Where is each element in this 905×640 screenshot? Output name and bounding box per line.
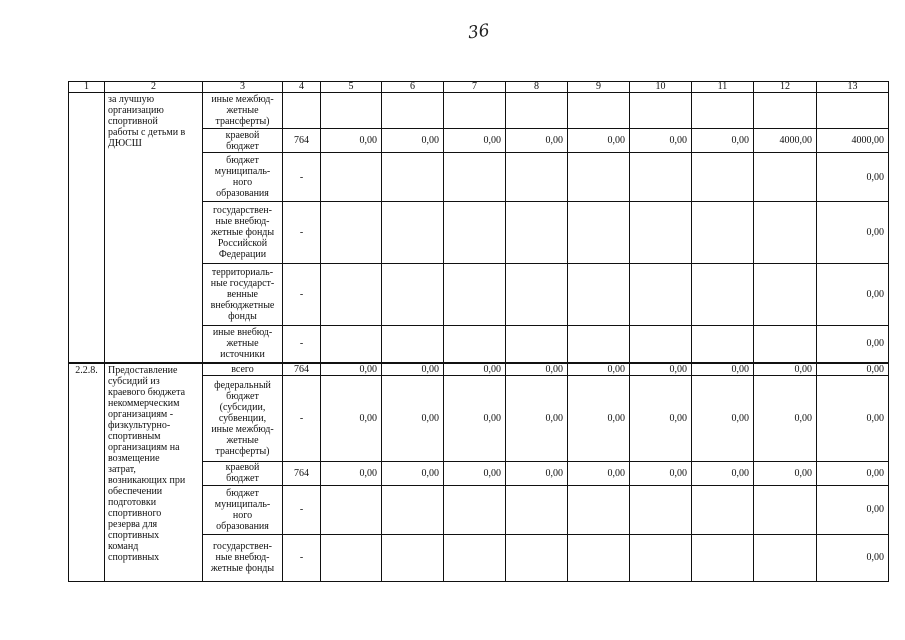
value-col-12 [754, 93, 817, 129]
value-col-10: 0,00 [630, 129, 692, 153]
value-col-10 [630, 153, 692, 202]
budget-code: - [283, 485, 321, 534]
budget-code: - [283, 375, 321, 461]
funding-source-line: жетные фонды [210, 563, 275, 574]
measure-name-line: резерва для [108, 518, 158, 530]
value-col-7 [444, 153, 506, 202]
measure-name-line: спортивным [108, 430, 161, 442]
funding-source-line: иные межбюд- [211, 94, 274, 105]
value-col-13: 0,00 [817, 534, 889, 581]
value-col-10 [630, 534, 692, 581]
column-header-6: 6 [382, 82, 444, 93]
measure-name-line: команд [108, 540, 139, 552]
value-col-6: 0,00 [382, 129, 444, 153]
value-col-12 [754, 264, 817, 326]
table-body [69, 82, 889, 582]
value-col-13: 0,00 [817, 326, 889, 363]
value-col-11 [692, 93, 754, 129]
value-col-12: 0,00 [754, 461, 817, 485]
value-col-13: 0,00 [817, 485, 889, 534]
value-col-8: 0,00 [506, 461, 568, 485]
value-col-13: 0,00 [817, 363, 889, 376]
value-col-12: 4000,00 [754, 129, 817, 153]
budget-code: - [283, 264, 321, 326]
value-col-9 [568, 202, 630, 264]
value-col-5 [321, 202, 382, 264]
funding-source-line: ного [232, 177, 253, 188]
funding-source-line: венные [227, 289, 258, 300]
funding-source-line: ные государст- [210, 278, 275, 289]
value-col-12 [754, 153, 817, 202]
value-col-8 [506, 326, 568, 363]
value-col-9 [568, 326, 630, 363]
funding-source-line: жетные [226, 434, 259, 446]
budget-code: 764 [283, 363, 321, 376]
funding-source [203, 202, 283, 264]
funding-source-line: ные внебюд- [215, 552, 270, 563]
value-col-9: 0,00 [568, 461, 630, 485]
measure-name-line: спортивных [108, 529, 160, 541]
measure-name-line: организацию [108, 105, 164, 116]
budget-code: - [283, 534, 321, 581]
funding-source [203, 264, 283, 326]
value-col-10 [630, 264, 692, 326]
funding-source-line: иные внебюд- [212, 327, 273, 339]
value-col-13: 0,00 [817, 375, 889, 461]
value-col-9 [568, 264, 630, 326]
value-col-8 [506, 485, 568, 534]
row-index [69, 93, 105, 363]
measure-name-line: организациям на [108, 441, 180, 453]
value-col-8: 0,00 [506, 129, 568, 153]
value-col-11: 0,00 [692, 375, 754, 461]
value-col-5: 0,00 [321, 461, 382, 485]
funding-source-line: ного [232, 509, 253, 521]
value-col-6 [382, 153, 444, 202]
value-col-12: 0,00 [754, 363, 817, 376]
value-col-7: 0,00 [444, 461, 506, 485]
value-col-13: 0,00 [817, 264, 889, 326]
value-col-13: 4000,00 [817, 129, 889, 153]
value-col-7: 0,00 [444, 375, 506, 461]
funding-source-line: жетные фонды [210, 227, 275, 238]
value-col-5 [321, 326, 382, 363]
value-col-8 [506, 534, 568, 581]
column-header-10: 10 [630, 82, 692, 93]
value-col-8 [506, 93, 568, 129]
funding-source-line: образования [216, 188, 269, 199]
measure-name-line: Предоставление [108, 364, 178, 376]
measure-name-line: возникающих при [108, 474, 186, 486]
funding-source-line: краевой [225, 462, 260, 473]
value-col-5: 0,00 [321, 375, 382, 461]
value-col-6 [382, 326, 444, 363]
funding-source [203, 326, 283, 363]
measure-name-line: возмещение [108, 452, 160, 464]
funding-source [203, 153, 283, 202]
value-col-12 [754, 326, 817, 363]
value-col-7 [444, 264, 506, 326]
value-col-12 [754, 202, 817, 264]
value-col-11 [692, 326, 754, 363]
header-row [69, 82, 889, 93]
funding-source-line: всего [231, 363, 254, 375]
column-header-9: 9 [568, 82, 630, 93]
measure-name-line: спортивного [108, 507, 162, 519]
column-header-12: 12 [754, 82, 817, 93]
funding-source [203, 129, 283, 153]
value-col-5 [321, 153, 382, 202]
column-header-11: 11 [692, 82, 754, 93]
funding-source-line: (субсидии, [219, 401, 266, 413]
budget-code [283, 93, 321, 129]
funding-source [203, 93, 283, 129]
value-col-5 [321, 264, 382, 326]
value-col-9: 0,00 [568, 129, 630, 153]
value-col-8 [506, 153, 568, 202]
column-header-3: 3 [203, 82, 283, 93]
funding-source-line: муниципаль- [214, 498, 271, 510]
measure-name-line: спортивной [108, 116, 158, 127]
measure-name [105, 93, 203, 363]
value-col-10: 0,00 [630, 461, 692, 485]
funding-source [203, 375, 283, 461]
measure-name-line: подготовки [108, 496, 157, 508]
funding-source-line: государствен- [213, 205, 272, 216]
column-header-13: 13 [817, 82, 889, 93]
value-col-11 [692, 485, 754, 534]
funding-source [203, 461, 283, 485]
value-col-6 [382, 534, 444, 581]
value-col-9 [568, 534, 630, 581]
funding-source [203, 363, 283, 376]
value-col-9 [568, 153, 630, 202]
measure-name-line: затрат, [108, 463, 136, 475]
budget-code: 764 [283, 461, 321, 485]
value-col-11 [692, 153, 754, 202]
funding-source-line: бюджет [226, 390, 259, 402]
value-col-11 [692, 534, 754, 581]
value-col-10: 0,00 [630, 375, 692, 461]
funding-source-line: образования [216, 520, 269, 532]
funding-source-line: источники [220, 349, 265, 361]
page-number: 36 [466, 20, 491, 44]
value-col-5: 0,00 [321, 363, 382, 376]
value-col-13: 0,00 [817, 461, 889, 485]
value-col-6: 0,00 [382, 461, 444, 485]
funding-source-line: трансферты) [215, 116, 270, 127]
budget-code: 764 [283, 129, 321, 153]
value-col-7: 0,00 [444, 363, 506, 376]
funding-source [203, 485, 283, 534]
funding-source-line: федеральный [214, 379, 271, 391]
funding-source-line: трансферты) [215, 445, 270, 457]
funding-source-line: бюджет [226, 155, 259, 166]
column-header-4: 4 [283, 82, 321, 93]
measure-name [105, 363, 203, 582]
value-col-7: 0,00 [444, 129, 506, 153]
value-col-7 [444, 93, 506, 129]
funding-source-line: жетные [226, 338, 259, 350]
value-col-8: 0,00 [506, 363, 568, 376]
measure-name-line: физкультурно- [108, 419, 171, 431]
funding-source-line: Российской [217, 238, 268, 249]
column-header-5: 5 [321, 82, 382, 93]
value-col-13: 0,00 [817, 153, 889, 202]
measure-name-line: некоммерческим [108, 397, 180, 409]
value-col-9: 0,00 [568, 375, 630, 461]
value-col-7 [444, 485, 506, 534]
budget-code: - [283, 202, 321, 264]
value-col-5 [321, 485, 382, 534]
value-col-10 [630, 93, 692, 129]
measure-name-line: обеспечении [108, 485, 163, 497]
funding-source-line: бюджет [226, 487, 259, 499]
measure-name-line: организациям - [108, 408, 174, 420]
value-col-8 [506, 202, 568, 264]
value-col-6 [382, 264, 444, 326]
funding-source-line: бюджет [226, 140, 259, 152]
funding-source [203, 534, 283, 581]
value-col-10: 0,00 [630, 363, 692, 376]
measure-name-line: краевого бюджета [108, 386, 186, 398]
funding-source-line: территориаль- [211, 267, 274, 278]
value-col-11: 0,00 [692, 461, 754, 485]
value-col-6: 0,00 [382, 375, 444, 461]
funding-source-line: краевой [225, 129, 260, 141]
funding-source-line: государствен- [213, 541, 272, 552]
budget-table [68, 81, 889, 582]
value-col-5 [321, 534, 382, 581]
funding-source-line: Федерации [218, 249, 267, 260]
value-col-12 [754, 534, 817, 581]
column-header-2: 2 [105, 82, 203, 93]
value-col-10 [630, 326, 692, 363]
table-row [69, 363, 889, 376]
table-row [69, 93, 889, 129]
funding-source-line: жетные [226, 105, 259, 116]
value-col-6 [382, 93, 444, 129]
value-col-8: 0,00 [506, 375, 568, 461]
value-col-13: 0,00 [817, 202, 889, 264]
value-col-6 [382, 485, 444, 534]
funding-source-line: бюджет [226, 473, 259, 484]
value-col-12: 0,00 [754, 375, 817, 461]
value-col-5 [321, 93, 382, 129]
funding-source-line: муниципаль- [214, 166, 271, 177]
funding-source-line: фонды [228, 311, 257, 322]
value-col-6 [382, 202, 444, 264]
value-col-10 [630, 202, 692, 264]
measure-name-line: ДЮСШ [108, 138, 142, 149]
funding-source-line: ные внебюд- [215, 216, 270, 227]
value-col-10 [630, 485, 692, 534]
value-col-9 [568, 485, 630, 534]
measure-name-line: субсидий из [108, 375, 160, 387]
value-col-11 [692, 202, 754, 264]
budget-code: - [283, 326, 321, 363]
value-col-8 [506, 264, 568, 326]
value-col-9: 0,00 [568, 363, 630, 376]
value-col-12 [754, 485, 817, 534]
column-header-1: 1 [69, 82, 105, 93]
measure-name-line: спортивных [108, 551, 160, 563]
column-header-7: 7 [444, 82, 506, 93]
value-col-5: 0,00 [321, 129, 382, 153]
value-col-11: 0,00 [692, 363, 754, 376]
value-col-7 [444, 534, 506, 581]
column-header-8: 8 [506, 82, 568, 93]
value-col-7 [444, 326, 506, 363]
budget-code: - [283, 153, 321, 202]
measure-name-line: за лучшую [108, 94, 155, 105]
funding-source-line: иные межбюд- [211, 423, 274, 435]
funding-source-line: внебюджетные [210, 300, 275, 311]
funding-source-line: субвенции, [218, 412, 267, 424]
value-col-11 [692, 264, 754, 326]
value-col-9 [568, 93, 630, 129]
row-index: 2.2.8. [69, 363, 105, 582]
measure-name-line: работы с детьми в [108, 127, 186, 138]
value-col-11: 0,00 [692, 129, 754, 153]
value-col-6: 0,00 [382, 363, 444, 376]
value-col-13 [817, 93, 889, 129]
value-col-7 [444, 202, 506, 264]
